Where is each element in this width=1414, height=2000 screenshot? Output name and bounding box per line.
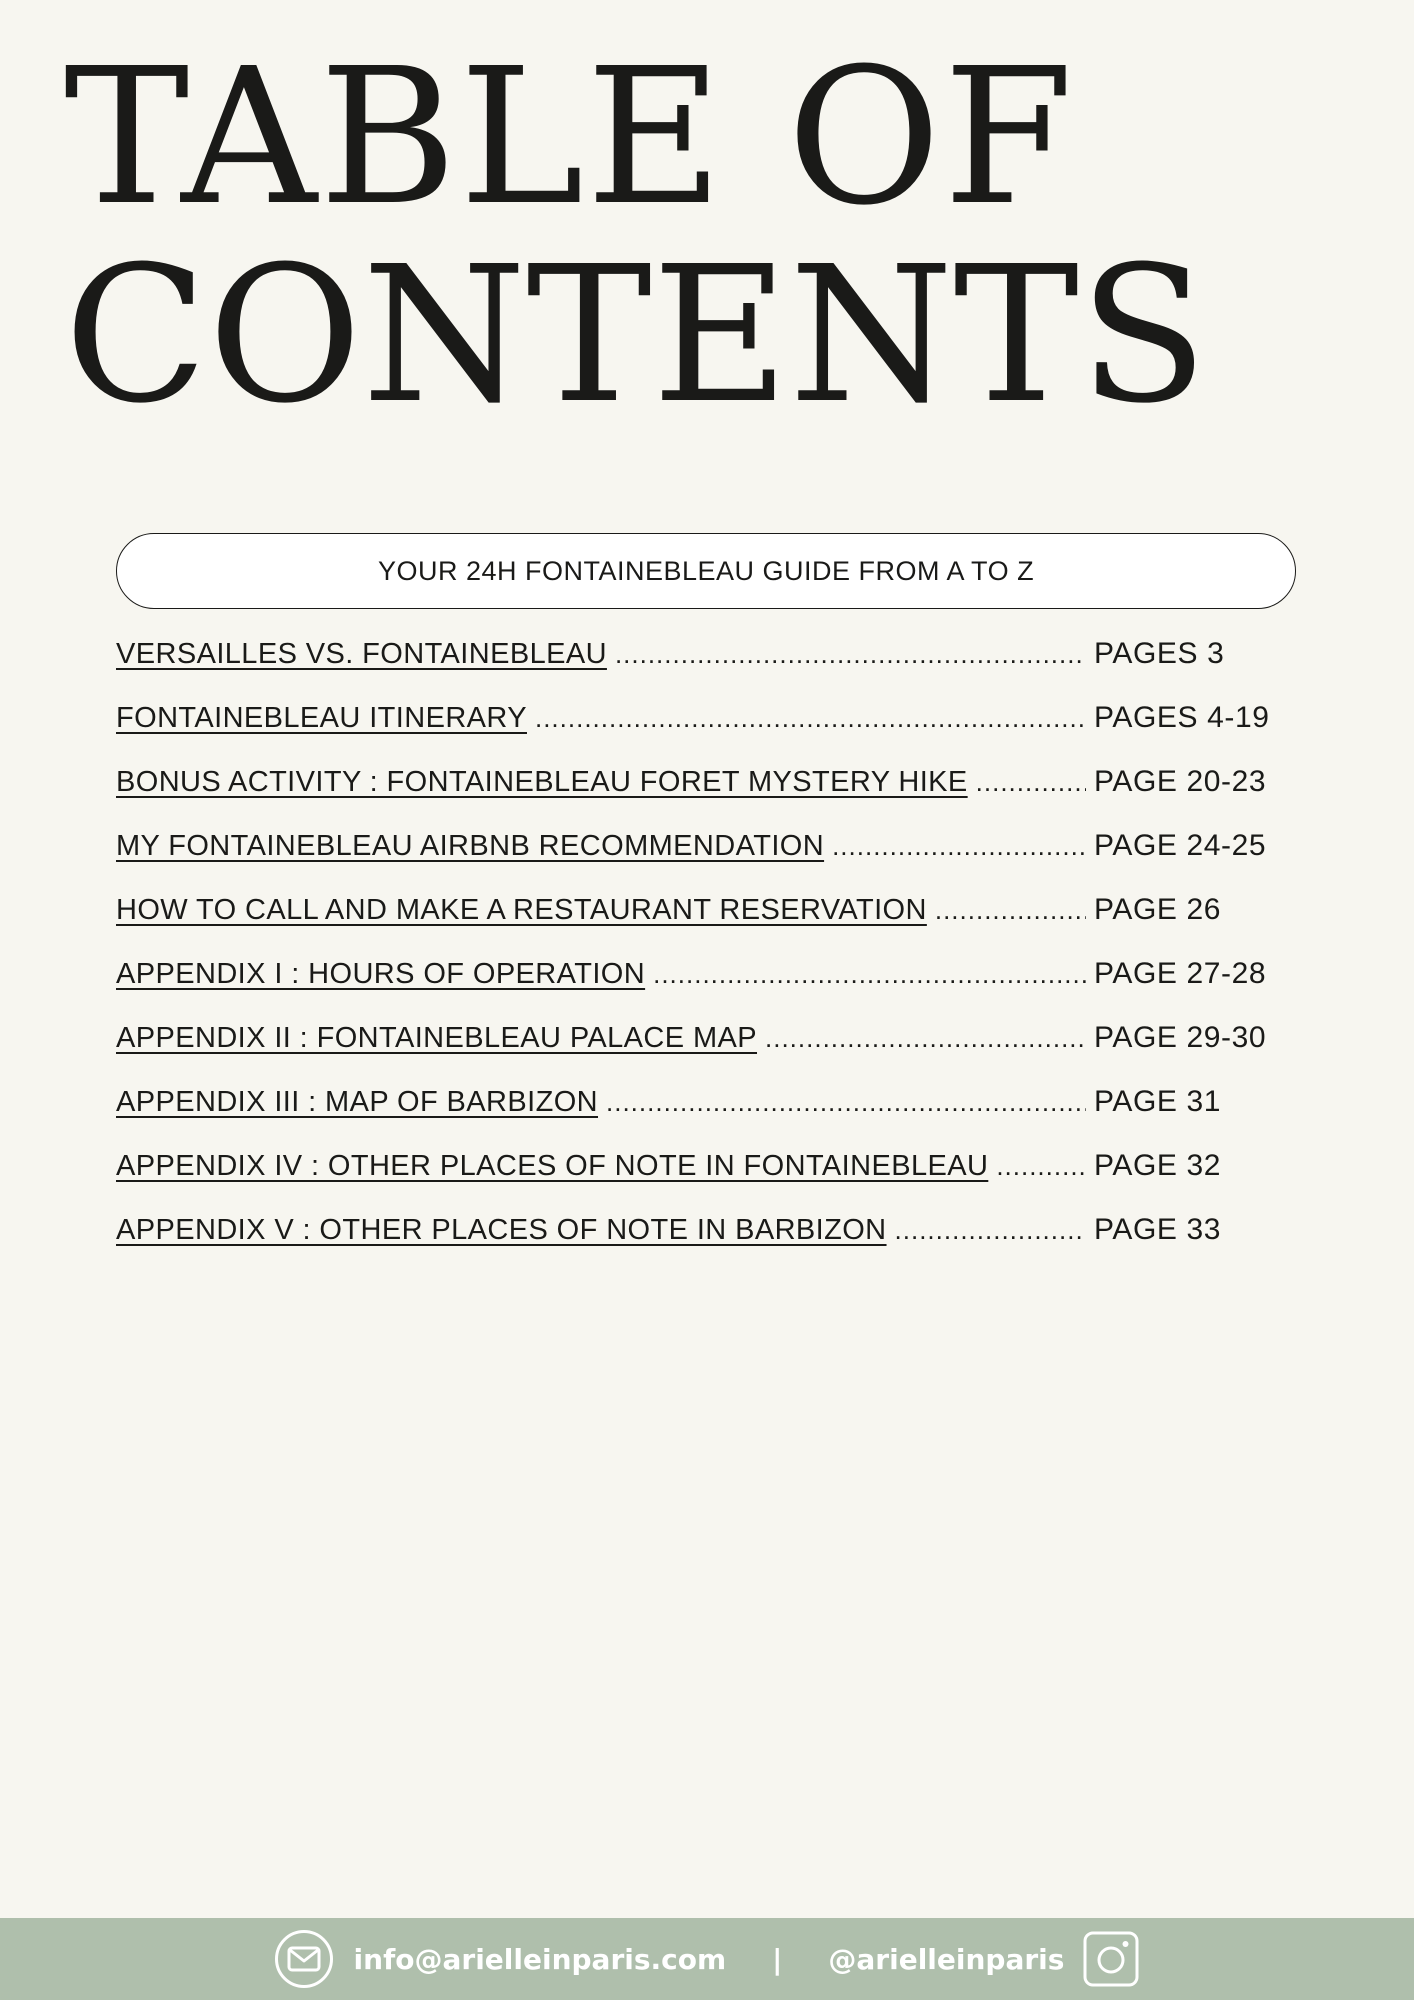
toc-page-number: PAGE 31 xyxy=(1094,1085,1222,1118)
toc-entry-appendix-2[interactable] xyxy=(116,1006,1316,1070)
toc-leader-dots xyxy=(895,1215,1086,1246)
toc-entry-itinerary[interactable] xyxy=(116,686,1316,750)
footer-separator: | xyxy=(772,1942,783,1976)
toc-entry-versailles[interactable] xyxy=(116,622,1316,686)
instagram-icon[interactable] xyxy=(1082,1930,1140,1988)
toc-entry-appendix-3[interactable] xyxy=(116,1070,1316,1134)
toc-link[interactable]: APPENDIX V : OTHER PLACES OF NOTE IN BARBIZON xyxy=(116,1213,887,1246)
toc-link[interactable]: HOW TO CALL AND MAKE A RESTAURANT RESERVATION xyxy=(116,893,927,926)
page-title-line-2: CONTENTS xyxy=(64,226,1208,445)
toc-entry-appendix-5[interactable] xyxy=(116,1198,1316,1262)
toc-page-number: PAGES 4-19 xyxy=(1094,701,1270,734)
toc-page-number: PAGE 29-30 xyxy=(1094,1021,1267,1054)
toc-page-number: PAGE 32 xyxy=(1094,1149,1222,1182)
toc-link[interactable]: APPENDIX I : HOURS OF OPERATION xyxy=(116,957,646,990)
footer-email[interactable]: info@arielleinparis.com xyxy=(353,1942,727,1976)
toc-leader-dots xyxy=(935,895,1086,926)
subtitle-text: YOUR 24H FONTAINEBLEAU GUIDE FROM A TO Z xyxy=(377,555,1035,586)
toc-page-number: PAGE 33 xyxy=(1094,1213,1222,1246)
toc-link[interactable]: MY FONTAINEBLEAU AIRBNB RECOMMENDATION xyxy=(116,829,825,862)
subtitle-banner xyxy=(116,533,1296,609)
toc-entry-airbnb[interactable] xyxy=(116,814,1316,878)
toc-leader-dots xyxy=(653,959,1086,990)
toc-entry-appendix-1[interactable] xyxy=(116,942,1316,1006)
toc-link[interactable]: APPENDIX II : FONTAINEBLEAU PALACE MAP xyxy=(116,1021,758,1054)
toc-link[interactable]: APPENDIX III : MAP OF BARBIZON xyxy=(116,1085,599,1118)
toc-link[interactable]: APPENDIX IV : OTHER PLACES OF NOTE IN FONTAINEBLEAU xyxy=(116,1149,989,1182)
table-of-contents xyxy=(116,622,1316,1262)
toc-link[interactable]: VERSAILLES VS. FONTAINEBLEAU xyxy=(116,637,607,670)
toc-page-number: PAGE 20-23 xyxy=(1094,765,1267,798)
toc-entry-appendix-4[interactable] xyxy=(116,1134,1316,1198)
toc-leader-dots xyxy=(976,767,1086,798)
toc-entry-bonus-hike[interactable] xyxy=(116,750,1316,814)
toc-page-number: PAGE 26 xyxy=(1094,893,1222,926)
footer-handle[interactable]: @arielleinparis xyxy=(828,1942,1065,1976)
toc-leader-dots xyxy=(765,1023,1086,1054)
footer-bar xyxy=(0,1918,1414,2000)
toc-page-number: PAGES 3 xyxy=(1094,637,1225,670)
toc-entry-restaurant[interactable] xyxy=(116,878,1316,942)
toc-leader-dots xyxy=(615,639,1086,670)
toc-leader-dots xyxy=(606,1087,1086,1118)
page-title xyxy=(64,28,1208,445)
page-title-line-1: TABLE OF xyxy=(64,28,1076,247)
toc-leader-dots xyxy=(832,831,1086,862)
toc-leader-dots xyxy=(996,1151,1086,1182)
toc-link[interactable]: BONUS ACTIVITY : FONTAINEBLEAU FORET MYSTERY HIKE xyxy=(116,765,968,798)
toc-link[interactable]: FONTAINEBLEAU ITINERARY xyxy=(116,701,527,734)
toc-page-number: PAGE 24-25 xyxy=(1094,829,1267,862)
mail-icon[interactable] xyxy=(274,1929,334,1989)
toc-page-number: PAGE 27-28 xyxy=(1094,957,1267,990)
toc-leader-dots xyxy=(535,703,1086,734)
